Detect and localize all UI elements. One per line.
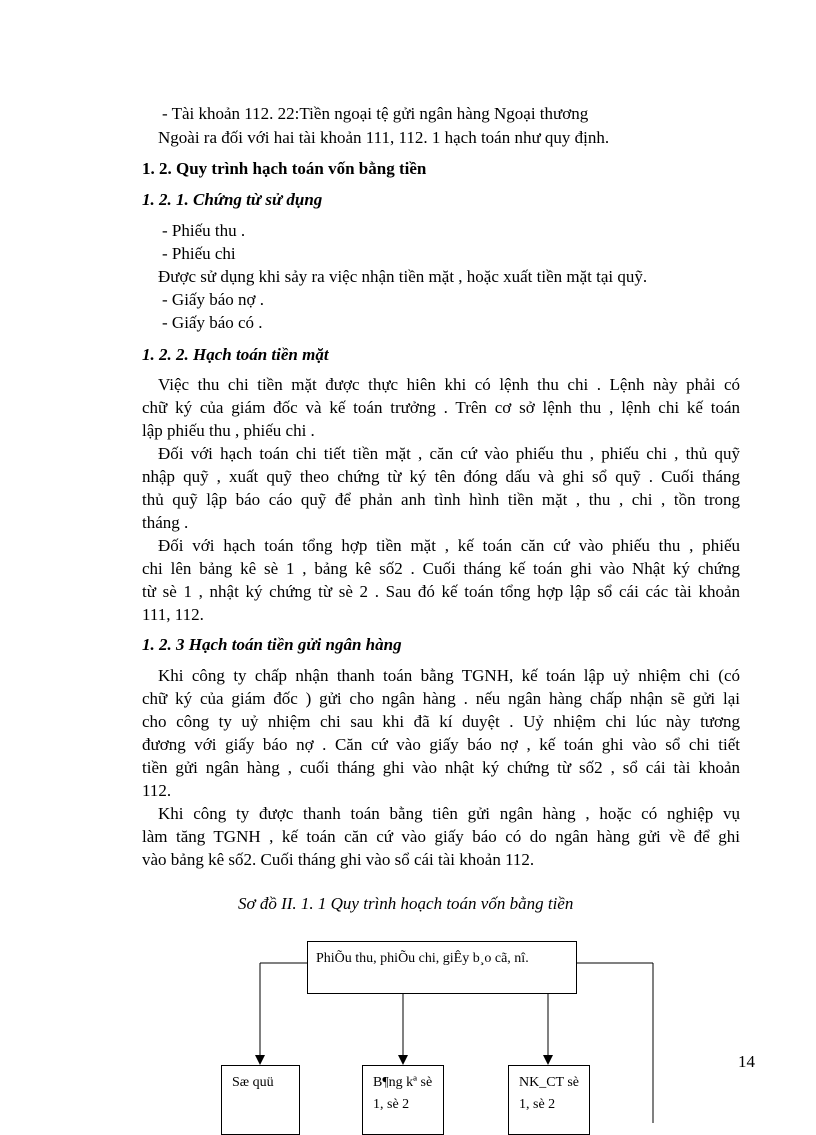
paragraph-line: chữ ký của giám đốc và kế toán trưởng . Trên cơ sở lệnh thu , lệnh chi kế toán xyxy=(142,398,740,417)
list-item: - Giấy báo có . xyxy=(162,313,263,332)
section-heading: 1. 2. Quy trình hạch toán vốn bằng tiền xyxy=(142,159,427,178)
paragraph-line: đương với giấy báo nợ . Căn cứ vào giấy báo nợ , kế toán ghi vào sổ chi tiết xyxy=(142,735,740,754)
paragraph-line: tháng . xyxy=(142,513,189,532)
subsection-heading: 1. 2. 1. Chứng từ sử dụng xyxy=(142,190,323,209)
cash-book-box xyxy=(221,1065,300,1135)
paragraph-line: tiền gửi ngân hàng , cuối tháng ghi vào nhật ký chứng từ số2 , sổ cái tài khoản xyxy=(142,758,740,777)
list-item: - Giấy báo nợ . xyxy=(162,290,264,309)
paragraph-line: Việc thu chi tiền mặt được thực hiên khi có lệnh thu chi . Lệnh này phải có xyxy=(158,375,740,394)
paragraph-line: Đối với hạch toán tổng hợp tiền mặt , kế toán căn cứ vào phiếu thu , phiếu xyxy=(158,536,740,555)
box-label: Sæ quü xyxy=(232,1075,274,1090)
page-number: 14 xyxy=(738,1052,755,1071)
paragraph-line: cho công ty uỷ nhiệm chi sau khi đã kí duyệt . Uỷ nhiệm chi lúc này tương xyxy=(142,712,740,731)
box-label: B¶ng kª sè 1, sè 2 xyxy=(373,1075,433,1112)
paragraph-line: 111, 112. xyxy=(142,605,204,624)
paragraph-line: chi lên bảng kê sè 1 , bảng kê số2 . Cuối tháng kế toán ghi vào Nhật ký chứng xyxy=(142,559,740,578)
paragraph-line: lập phiếu thu , phiếu chi . xyxy=(142,421,315,440)
paragraph-line: Khi công ty chấp nhận thanh toán bằng TGNH, kế toán lập uỷ nhiệm chi (có xyxy=(158,666,740,685)
paragraph-line: Đối với hạch toán chi tiết tiền mặt , căn cứ vào phiếu thu , phiếu chi , thủ quỹ xyxy=(158,444,740,463)
list-text: Được sử dụng khi sảy ra việc nhận tiền mặt , hoặc xuất tiền mặt tại quỹ. xyxy=(158,267,648,286)
paragraph-line: nhập quỹ , xuất quỹ theo chứng từ ký tên đóng dấu và ghi sổ quỹ . Cuối tháng xyxy=(142,467,740,486)
paragraph-line: thủ quỹ lập báo cáo quỹ để phản anh tình hình tiền mặt , thu , chi , tồn trong xyxy=(142,490,740,509)
paragraph-line: làm tăng TGNH , kế toán căn cứ vào giấy báo có do ngân hàng gửi về để ghi xyxy=(142,827,740,846)
subsection-heading: 1. 2. 2. Hạch toán tiền mặt xyxy=(142,345,329,364)
paragraph-line: 112. xyxy=(142,781,172,800)
paragraph-line: vào bảng kê số2. Cuối tháng ghi vào sổ cái tài khoản 112. xyxy=(142,850,535,869)
account-line: - Tài khoản 112. 22:Tiền ngoại tệ gửi ngân hàng Ngoại thương xyxy=(162,104,589,123)
journal-box xyxy=(508,1065,590,1135)
box-label: NK_CT sè 1, sè 2 xyxy=(519,1075,580,1112)
diagram-caption: Sơ đồ II. 1. 1 Quy trình hoạch toán vốn bằng tiền xyxy=(238,894,574,913)
list-item: - Phiếu chi xyxy=(162,244,236,263)
list-item: - Phiếu thu . xyxy=(162,221,246,240)
statement-box xyxy=(362,1065,444,1135)
paragraph-line: Khi công ty được thanh toán bằng tiên gửi ngân hàng , hoặc có nghiệp vụ xyxy=(158,804,740,823)
paragraph-line: chữ ký của giám đốc ) gửi cho ngân hàng . nếu ngân hàng chấp nhận sẽ gửi lại xyxy=(142,689,740,708)
source-documents-box xyxy=(307,941,577,994)
paragraph-line: từ sè 1 , nhật ký chứng từ sè 2 . Sau đó kế toán tổng hợp lập sổ cái các tài khoản xyxy=(142,582,740,601)
note-line: Ngoài ra đối với hai tài khoản 111, 112. 1 hạch toán như quy định. xyxy=(158,128,610,147)
box-label: PhiÕu thu, phiÕu chi, giÊy b¸o cã, nî. xyxy=(316,951,529,966)
subsection-heading: 1. 2. 3 Hạch toán tiền gửi ngân hàng xyxy=(142,635,402,654)
